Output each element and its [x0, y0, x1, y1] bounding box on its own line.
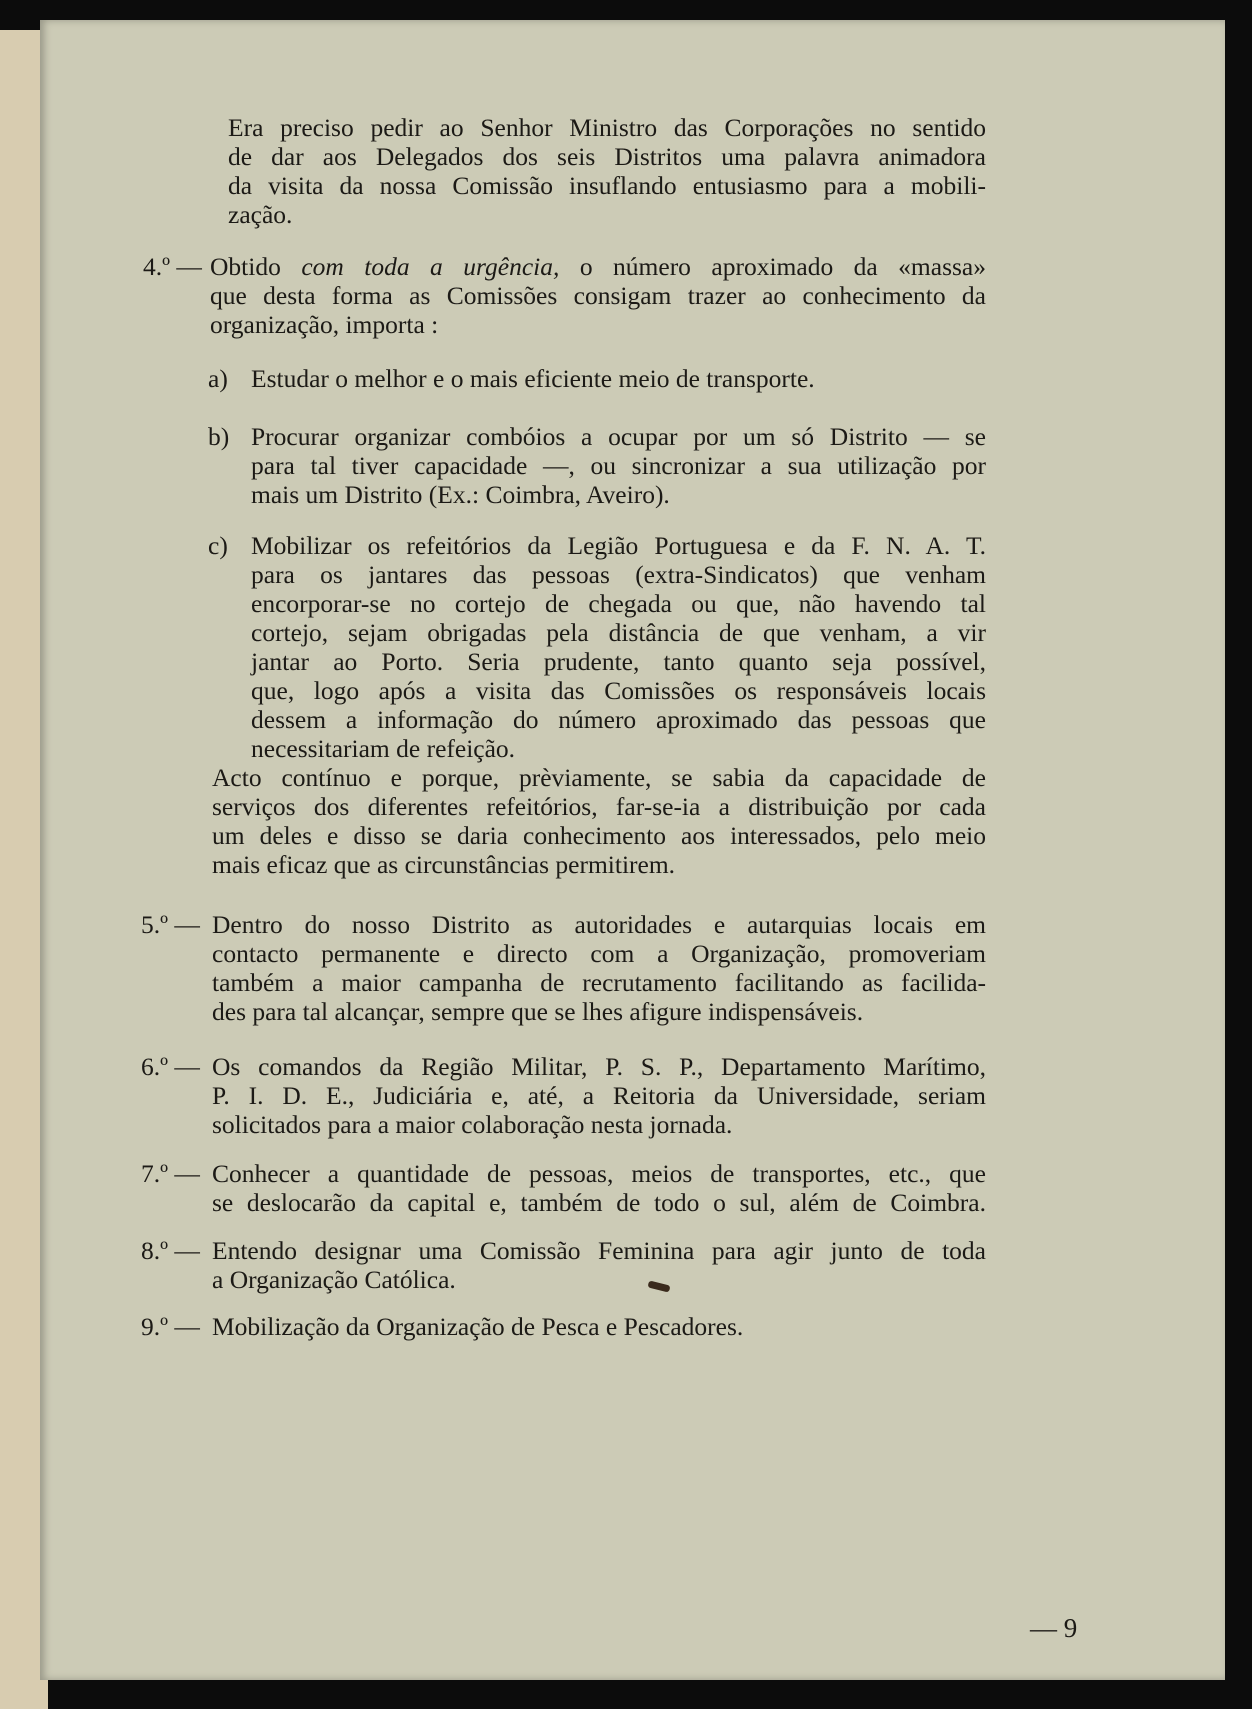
text-line: mais um Distrito (Ex.: Coimbra, Aveiro). — [251, 480, 670, 509]
text-line: para os jantares das pessoas (extra-Sindicatos) que venham — [251, 560, 986, 589]
text-line: solicitados para a maior colaboração nesta jornada. — [212, 1110, 733, 1139]
text-line: Os comandos da Região Militar, P. S. P., Departamento Marítimo, — [212, 1052, 986, 1081]
item-9-text — [212, 1312, 986, 1341]
item-4-text — [210, 252, 986, 339]
subitem-c-text — [251, 531, 986, 763]
item-8-text — [212, 1236, 986, 1294]
text-line: Conhecer a quantidade de pessoas, meios de transportes, etc., que — [212, 1159, 986, 1188]
text-line: Procurar organizar combóios a ocupar por um só Distrito — se — [251, 422, 986, 451]
item-number: 6.º — — [141, 1052, 200, 1081]
text-line: se deslocarão da capital e, também de todo o sul, além de Coimbra. — [212, 1188, 986, 1217]
text-line: jantar ao Porto. Seria prudente, tanto quanto seja possível, — [251, 647, 986, 676]
text-line: um deles e disso se daria conhecimento aos interessados, pelo meio — [212, 821, 986, 850]
text-line: de dar aos Delegados dos seis Distritos uma palavra animadora — [228, 142, 986, 171]
text-line: que desta forma as Comissões consigam trazer ao conhecimento da — [210, 281, 986, 310]
text-line: da visita da nossa Comissão insuflando entusiasmo para a mobili- — [228, 171, 986, 200]
intro-paragraph — [228, 113, 986, 229]
text-line: para tal tiver capacidade —, ou sincronizar a sua utilização por — [251, 451, 986, 480]
text-line: des para tal alcançar, sempre que se lhes afigure indispensáveis. — [212, 997, 864, 1026]
text-line: zação. — [228, 200, 293, 229]
text-line: a Organização Católica. — [212, 1265, 456, 1294]
text-line: dessem a informação do número aproximado das pessoas que — [251, 705, 986, 734]
text-line: Estudar o melhor e o mais eficiente meio de transporte. — [251, 364, 815, 393]
item-6-text — [212, 1052, 986, 1139]
item-number: 4.º — — [143, 252, 202, 281]
page-number: — 9 — [1030, 1613, 1078, 1643]
text-line: também a maior campanha de recrutamento facilitando as facilida- — [212, 968, 986, 997]
subitem-b-text — [251, 422, 986, 509]
text-line: cortejo, sejam obrigadas pela distância de que venham, a vir — [251, 618, 986, 647]
item-5-text — [212, 910, 986, 1026]
text-line: que, logo após a visita das Comissões os responsáveis locais — [251, 676, 986, 705]
subitem-letter: c) — [208, 531, 228, 560]
text-line: contacto permanente e directo com a Organização, promoveriam — [212, 939, 986, 968]
document-page — [40, 20, 1225, 1680]
subitem-a-text — [251, 364, 986, 393]
text-line: Entendo designar uma Comissão Feminina para agir junto de toda — [212, 1236, 986, 1265]
item-number: 7.º — — [141, 1159, 200, 1188]
text-line: mais eficaz que as circunstâncias permitirem. — [212, 850, 676, 879]
item-7-text — [212, 1159, 986, 1217]
text-line: organização, importa : — [210, 310, 439, 339]
item-number: 9.º — — [141, 1312, 200, 1341]
subitem-letter: a) — [208, 364, 228, 393]
item-number: 8.º — — [141, 1236, 200, 1265]
text-line: Dentro do nosso Distrito as autoridades e autarquias locais em — [212, 910, 986, 939]
emphasis-text: com toda a urgência, — [301, 252, 560, 281]
text-line: Mobilizar os refeitórios da Legião Portuguesa e da F. N. A. T. — [251, 531, 986, 560]
item-4-closing — [212, 763, 986, 879]
text-line — [210, 252, 986, 281]
text-line: Acto contínuo e porque, prèviamente, se sabia da capacidade de — [212, 763, 986, 792]
subitem-letter: b) — [208, 422, 230, 451]
text-line: encorporar-se no cortejo de chegada ou que, não havendo tal — [251, 589, 986, 618]
item-4-rest: o número aproximado da «massa» — [559, 252, 987, 281]
text-line: serviços dos diferentes refeitórios, far-se-ia a distribuição por cada — [212, 792, 986, 821]
text-line: Mobilização da Organização de Pesca e Pescadores. — [212, 1312, 744, 1341]
text-line: P. I. D. E., Judiciária e, até, a Reitoria da Universidade, seriam — [212, 1081, 986, 1110]
item-4-lead: Obtido — [210, 252, 302, 281]
item-number: 5.º — — [141, 910, 200, 939]
text-line: necessitariam de refeição. — [251, 734, 516, 763]
text-line: Era preciso pedir ao Senhor Ministro das Corporações no sentido — [228, 113, 986, 142]
